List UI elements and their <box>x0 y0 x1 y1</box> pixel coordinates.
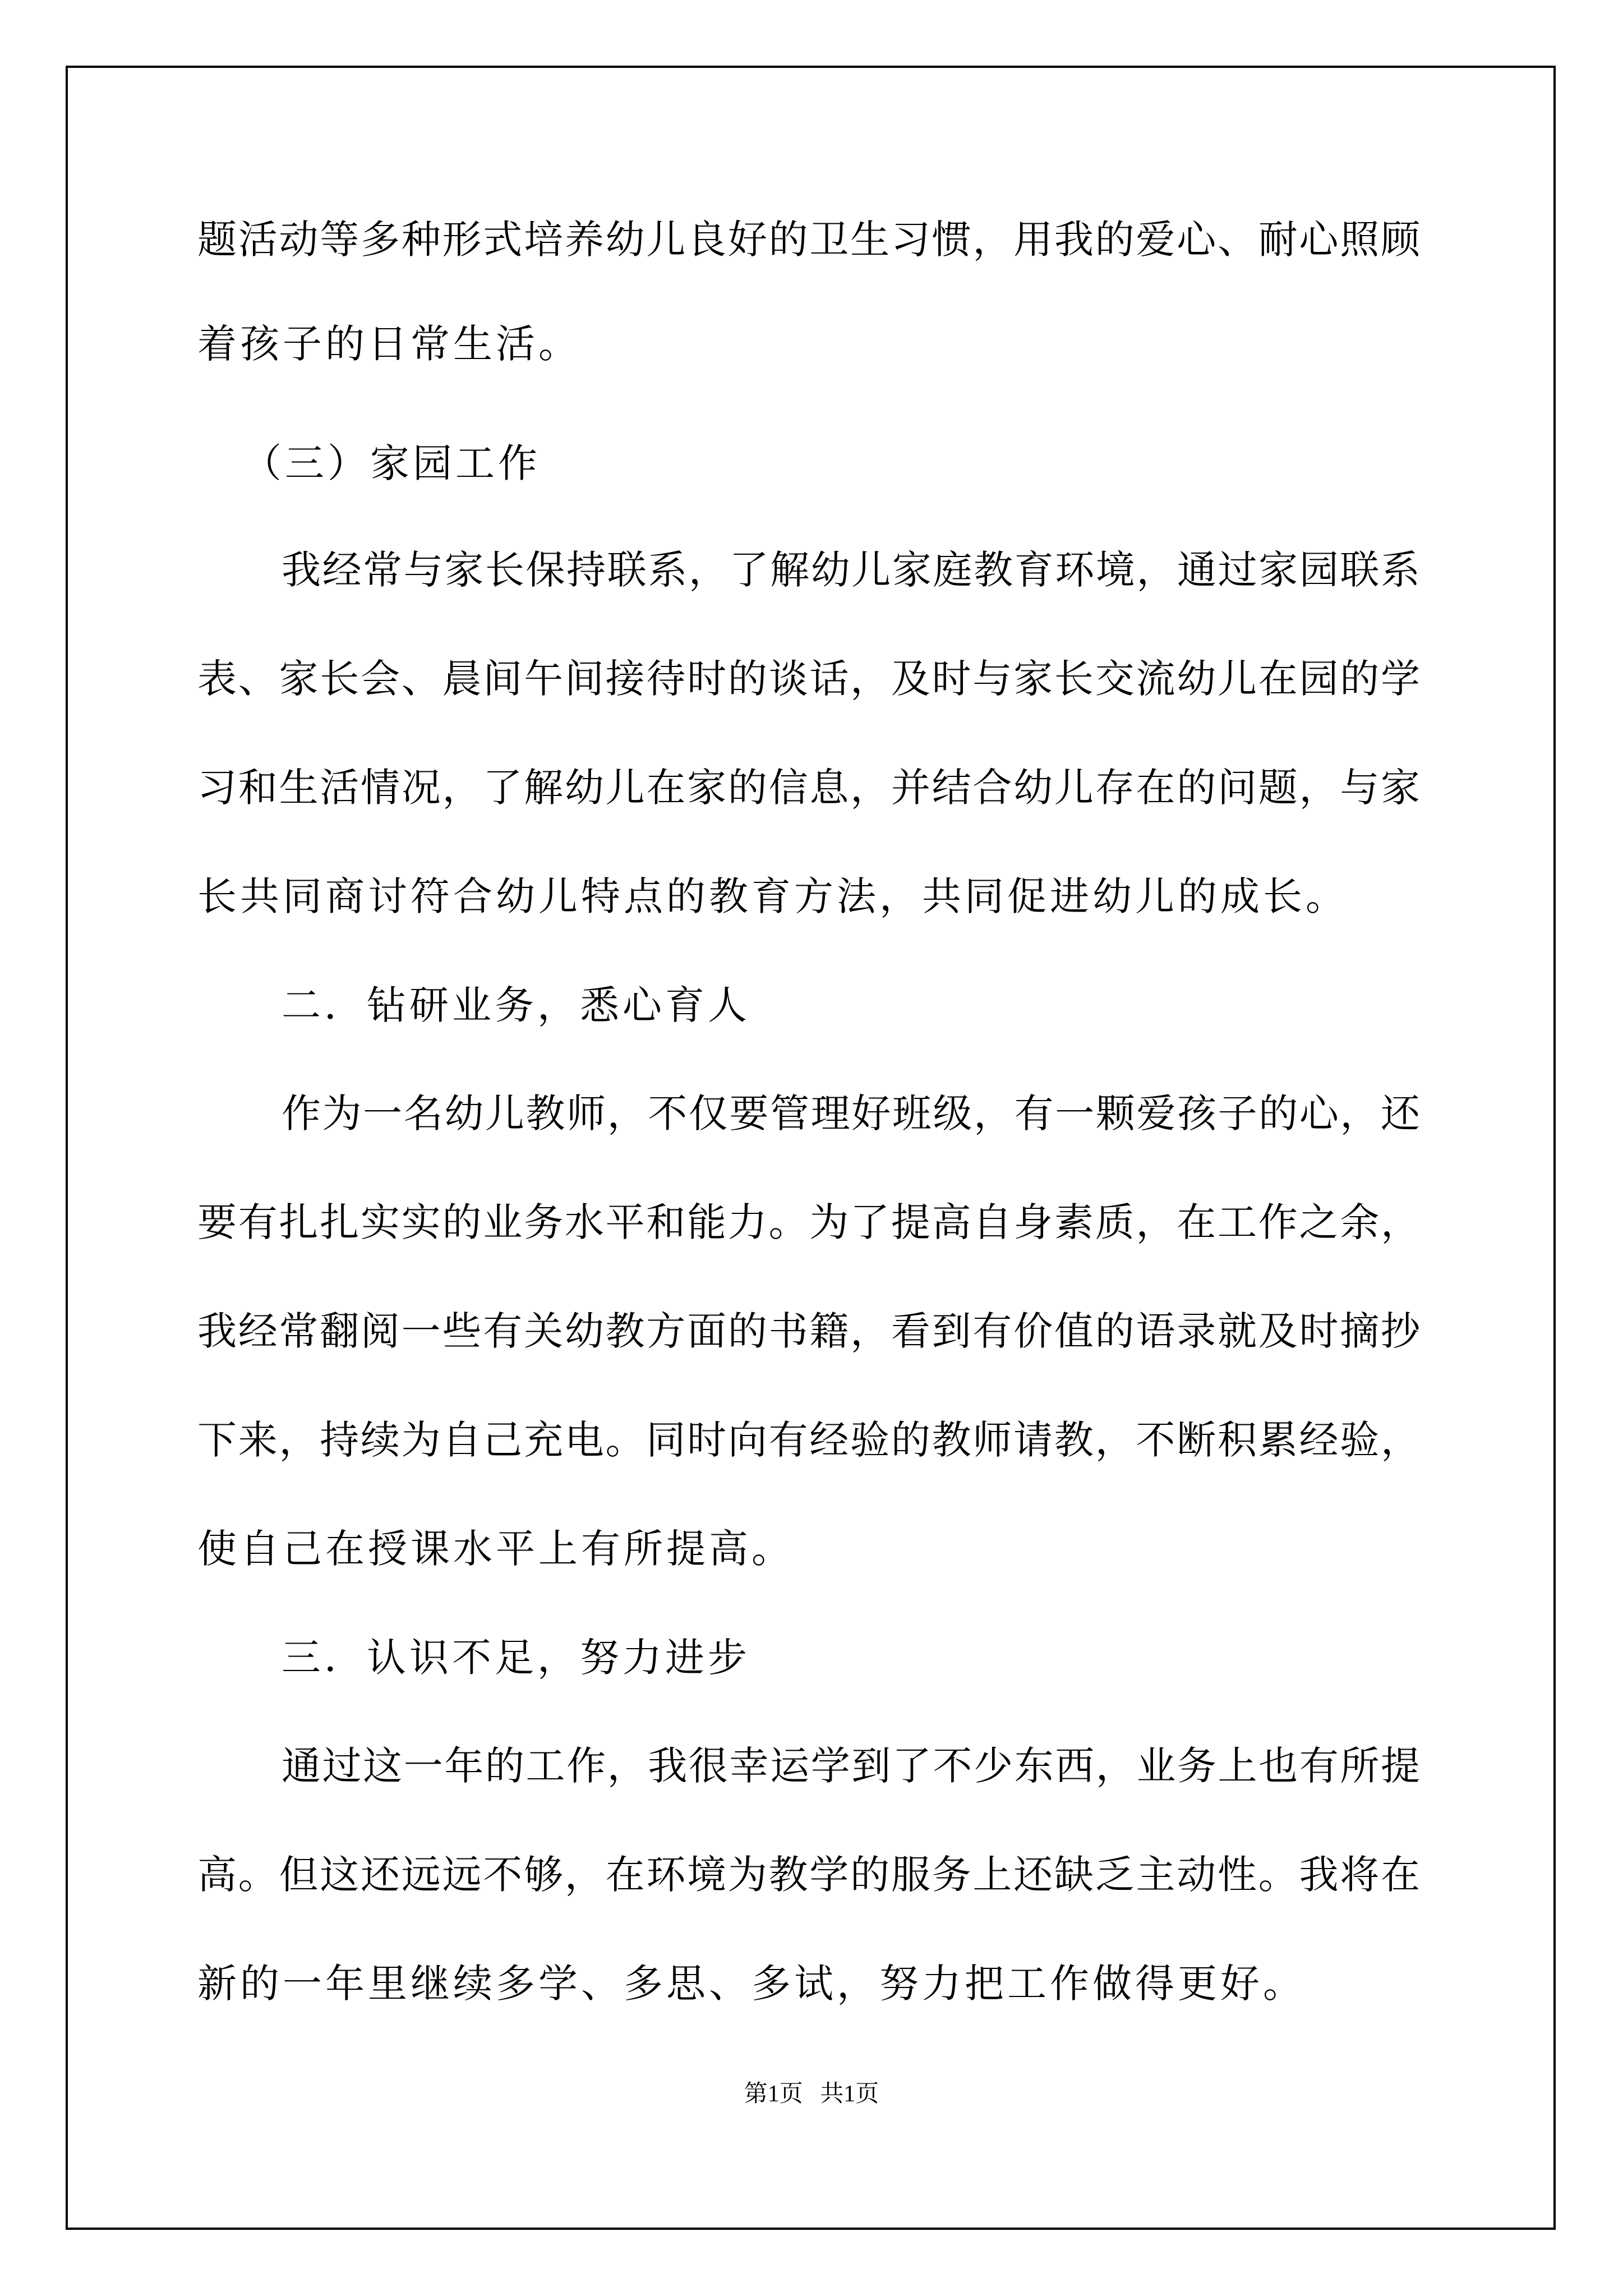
text-line: 着孩子的日常生活。 <box>197 321 581 367</box>
text-line: 下来，持续为自己充电。同时向有经验的教师请教，不断积累经验， <box>197 1417 1420 1463</box>
text-line: 新的一年里继续多学、多思、多试，努力把工作做得更好。 <box>197 1961 1306 2007</box>
page-footer <box>0 2078 1623 2110</box>
section-heading: 三．认识不足，努力进步 <box>282 1635 750 1681</box>
text-line: 我经常翻阅一些有关幼教方面的书籍，看到有价值的语录就及时摘抄 <box>197 1308 1420 1354</box>
text-line: 高。但这还远远不够，在环境为教学的服务上还缺乏主动性。我将在 <box>197 1852 1420 1898</box>
section-heading: 二．钻研业务，悉心育人 <box>282 982 750 1028</box>
text-line: 使自己在授课水平上有所提高。 <box>197 1526 794 1572</box>
text-line: 表、家长会、晨间午间接待时的谈话，及时与家长交流幼儿在园的学 <box>197 656 1420 702</box>
text-line: 我经常与家长保持联系，了解幼儿家庭教育环境，通过家园联系 <box>282 547 1420 593</box>
text-line: 习和生活情况，了解幼儿在家的信息，并结合幼儿存在的问题，与家 <box>197 765 1420 811</box>
text-line: 题活动等多种形式培养幼儿良好的卫生习惯，用我的爱心、耐心照顾 <box>197 217 1420 263</box>
text-line: 作为一名幼儿教师，不仅要管理好班级，有一颗爱孩子的心，还 <box>282 1091 1420 1137</box>
section-heading: （三）家园工作 <box>242 440 541 486</box>
text-line: 长共同商讨符合幼儿特点的教育方法，共同促进幼儿的成长。 <box>197 873 1348 919</box>
text-line: 通过这一年的工作，我很幸运学到了不少东西，业务上也有所提 <box>282 1743 1420 1789</box>
page-border <box>66 66 1556 2230</box>
page-total: 共1页 <box>820 2081 879 2107</box>
text-line: 要有扎扎实实的业务水平和能力。为了提高自身素质，在工作之余， <box>197 1199 1420 1245</box>
page-number: 第1页 <box>744 2081 803 2107</box>
